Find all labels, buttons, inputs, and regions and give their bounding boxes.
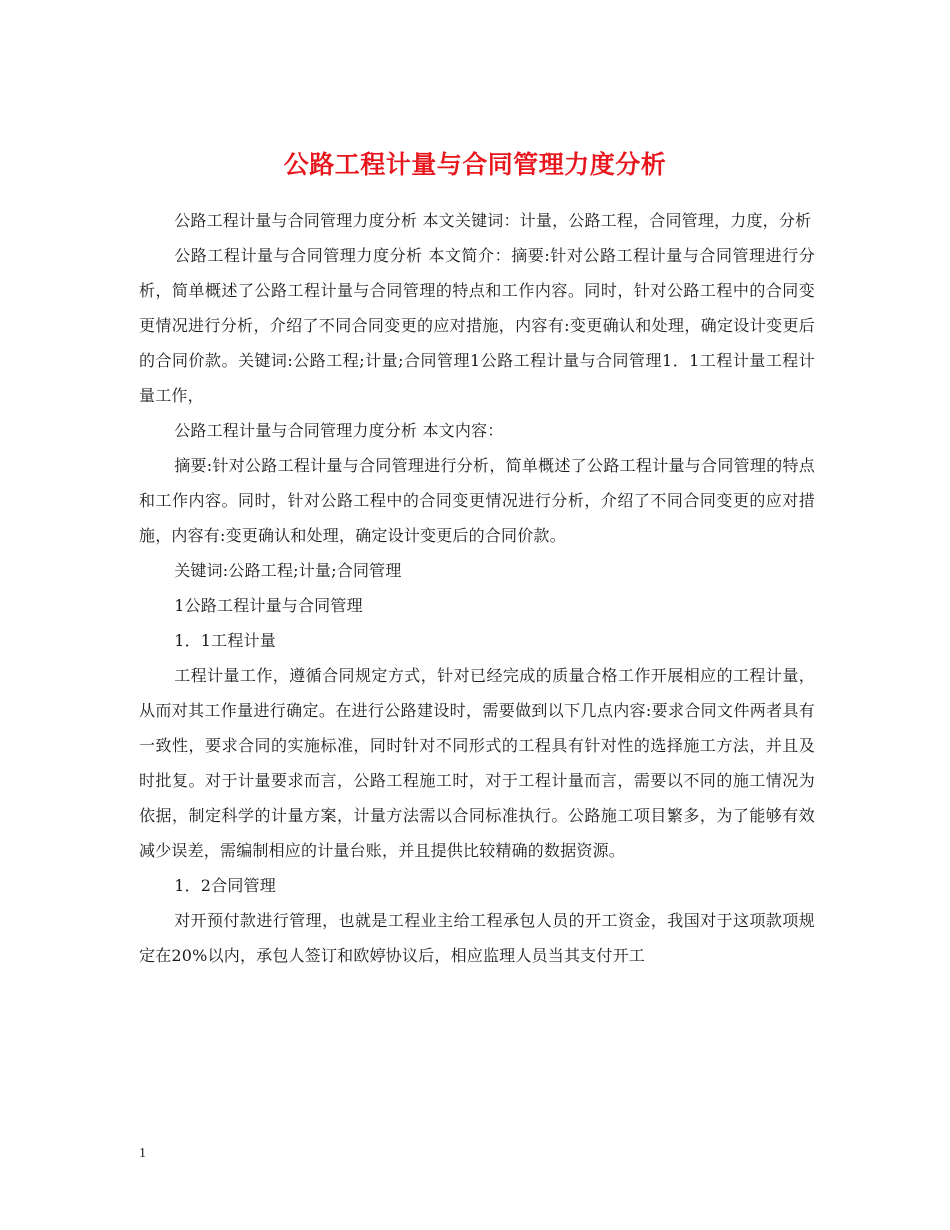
document-title: 公路工程计量与合同管理力度分析 [283, 149, 667, 179]
section-heading-1: 1公路工程计量与合同管理 [174, 596, 363, 615]
paragraph-engineering-measurement: 工程计量工作，遵循合同规定方式，针对已经完成的质量合格工作开展相应的工程计量，从而对其工作量进行确定。在进行公路建设时，需要做到以下几点内容:要求合同文件两者具有一致性，要求合同的实施标准，同时针对不同形式的工程具有针对性的选择施工方法，并且及时批复。对于计量要求而言，公路工程施工时，对于工程计量而言，需要以不同的施工情况为依据，制定科学的计量方案，计量方法需以合同标准执行。公路施工项目繁多，为了能够有效减少误差，需编制相应的计量台账，并且提供比较精确的数据资源。 [139, 666, 815, 860]
paragraph-content-heading: 公路工程计量与合同管理力度分析 本文内容： [174, 421, 504, 440]
page-number: 1 [139, 1146, 146, 1161]
document-body [139, 203, 815, 973]
paragraph-contract-management: 对开预付款进行管理，也就是工程业主给工程承包人员的开工资金，我国对于这项款项规定在20%以内，承包人签订和欧婷协议后，相应监理人员当其支付开工 [139, 911, 815, 965]
paragraph-abstract: 摘要:针对公路工程计量与合同管理进行分析，简单概述了公路工程计量与合同管理的特点和工作内容。同时，针对公路工程中的合同变更情况进行分析，介绍了不同合同变更的应对措施，内容有:变更确认和处理，确定设计变更后的合同价款。 [139, 456, 815, 545]
section-heading-1-2: 1．2合同管理 [174, 876, 276, 895]
paragraph-keywords: 关键词:公路工程;计量;合同管理 [174, 561, 402, 580]
paragraph-keywords-intro: 公路工程计量与合同管理力度分析 本文关键词：计量，公路工程，合同管理，力度，分析 [174, 211, 812, 230]
paragraph-summary-intro: 公路工程计量与合同管理力度分析 本文简介：摘要:针对公路工程计量与合同管理进行分析，简单概述了公路工程计量与合同管理的特点和工作内容。同时，针对公路工程中的合同变更情况进行分析，介绍了不同合同变更的应对措施，内容有:变更确认和处理，确定设计变更后的合同价款。关键词:公路工程;计量;合同管理1公路工程计量与合同管理1．1工程计量工程计量工作， [139, 246, 815, 405]
section-heading-1-1: 1．1工程计量 [174, 631, 276, 650]
